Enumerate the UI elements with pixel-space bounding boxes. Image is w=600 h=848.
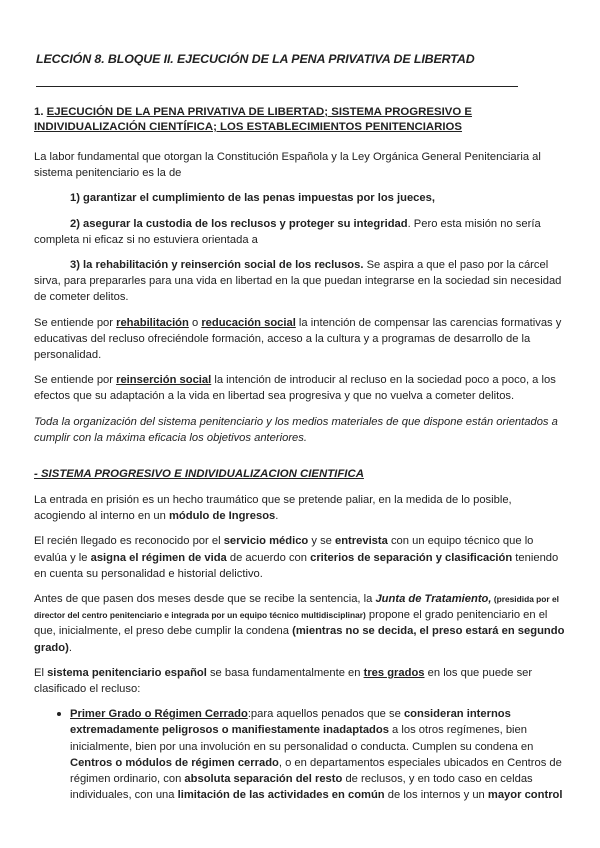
system-t2: se basa fundamentalmente en <box>206 666 364 679</box>
italic-note: Toda la organización del sistema penitenciario y los medios materiales de que dispone están orientados a cumplir con la máxima eficacia los objetivos anteriores. <box>34 415 558 444</box>
fg-t2: a los otros regímenes, bien inicialmente, bien por una involución en su personalidad o conducta. Cumplen su condena en <box>70 724 534 753</box>
objective-3-rest: Se aspira a que el paso por la cárcel sirva, para prepararles para una vida en libertad en la que puedan integrarse en la sociedad sin necesidad de cometer delitos. <box>34 259 562 304</box>
entry-paragraph <box>34 492 566 524</box>
fg-t3: , o en departamentos especiales ubicados en Centros de régimen ordinario, con <box>70 756 562 786</box>
board-t1: Antes de que pasen dos meses desde que se recibe la sentencia, la <box>34 593 376 606</box>
objective-1 <box>34 190 566 206</box>
system-paragraph <box>34 665 566 697</box>
section-2-heading: - SISTEMA PROGRESIVO E INDIVIDUALIZACION CIENTIFICA <box>34 468 364 481</box>
newcomer-paragraph <box>34 533 566 582</box>
objective-3-bold: 3) la rehabilitación y reinserción social de los reclusos. <box>70 259 364 272</box>
newcomer-b4: criterios de separación y clasificación <box>310 551 513 564</box>
newcomer-t3: con un equipo técnico que lo evalúa y le <box>34 535 534 564</box>
treatment-board-paragraph <box>34 591 566 656</box>
rehab-mid: o <box>188 316 202 329</box>
term-reinsercion-social: reinserción social <box>116 374 212 387</box>
entry-post: . <box>275 510 279 523</box>
newcomer-t4: de acuerdo con <box>226 551 311 564</box>
term-tres-grados: tres grados <box>363 666 425 679</box>
fg-t1: :para aquellos penados que se <box>247 708 404 721</box>
newcomer-t2: y se <box>308 535 335 548</box>
fg-b3: absoluta separación del resto <box>184 773 343 786</box>
rehabilitation-paragraph <box>34 315 566 364</box>
document-title: LECCIÓN 8. BLOQUE II. EJECUCIÓN DE LA PENA PRIVATIVA DE LIBERTAD <box>36 52 475 66</box>
intro-paragraph: La labor fundamental que otorgan la Constitución Española y la Ley Orgánica General Penitenciaria al sistema penitenciario es la de <box>34 151 541 180</box>
section-1-number: 1. <box>34 106 44 118</box>
fg-t5: de los internos y un <box>384 789 488 802</box>
newcomer-b2: entrevista <box>335 535 388 548</box>
newcomer-t5: teniendo en cuenta su personalidad e historial delictivo. <box>34 551 559 580</box>
board-t3: . <box>68 641 72 654</box>
section-1-title: EJECUCIÓN DE LA PENA PRIVATIVA DE LIBERTAD; SISTEMA PROGRESIVO E INDIVIDUALIZACIÓN CIENTÍFICA; LOS ESTABLECIMIENTOS PENITENCIARIOS <box>34 106 472 133</box>
fg-b5: mayor control <box>487 789 563 802</box>
reins-post: la intención de introducir al recluso en la sociedad poco a poco, a los efectos que su adaptación a la vida en libertad sea progresiva y que no vuelva a cometer delitos. <box>34 374 556 403</box>
newcomer-b3: asigna el régimen de vida <box>90 551 227 564</box>
objective-1-text: 1) garantizar el cumplimiento de las penas impuestas por los jueces, <box>70 192 435 205</box>
rehab-post: la intención de compensar las carencias formativas y educativas del recluso ofreciéndole formación, acceso a la cultura y a programas de desarrollo de la personalidad. <box>34 316 562 362</box>
first-grade-term: Primer Grado o Régimen Cerrado <box>70 708 248 721</box>
title-divider <box>36 86 518 87</box>
system-t1: El <box>34 666 48 679</box>
board-small-note: (presidida por el director del centro penitenciario e integrada por un equipo técnico multidisciplinar) <box>34 594 559 621</box>
board-bold: (mientras no se decida, el preso estará en segundo grado) <box>34 625 565 654</box>
fg-t4: de reclusos, y en todo caso en celdas individuales, con una <box>70 773 533 802</box>
objective-3 <box>34 257 566 306</box>
fg-b4: limitación de las actividades en común <box>177 789 385 802</box>
entry-bold: módulo de Ingresos <box>168 510 276 523</box>
newcomer-b1: servicio médico <box>223 535 309 548</box>
fg-b1: consideran internos extremadamente peligrosos o manifiestamente inadaptados <box>70 708 511 737</box>
newcomer-t1: El recién llegado es reconocido por el <box>34 535 224 548</box>
board-bold-italic: Junta de Tratamiento, <box>375 593 492 606</box>
bullet-icon <box>57 712 61 716</box>
objective-2 <box>34 216 566 248</box>
section-1-heading <box>34 105 566 135</box>
objective-2-bold: 2) asegurar la custodia de los reclusos y proteger su integridad <box>70 217 408 230</box>
reinsertion-paragraph <box>34 372 566 404</box>
rehab-pre: Se entiende por <box>34 316 117 329</box>
entry-pre: La entrada en prisión es un hecho traumático que se pretende paliar, en la medida de lo posible, acogiendo al interno en un <box>34 494 512 523</box>
list-item <box>70 706 566 803</box>
term-reducacion-social: reducación social <box>201 316 296 329</box>
reins-pre: Se entiende por <box>34 374 117 387</box>
system-t3: en los que puede ser clasificado el recluso: <box>34 666 533 696</box>
term-rehabilitacion: rehabilitación <box>116 316 189 329</box>
fg-b2: Centros o módulos de régimen cerrado <box>70 756 279 769</box>
system-b1: sistema penitenciario español <box>47 666 207 679</box>
grades-list <box>34 706 566 803</box>
objective-2-rest: . Pero esta misión no sería completa ni eficaz si no estuviera orientada a <box>34 217 541 246</box>
board-t2: propone el grado penitenciario en el que, inicialmente, el preso debe cumplir la condena <box>34 609 548 638</box>
